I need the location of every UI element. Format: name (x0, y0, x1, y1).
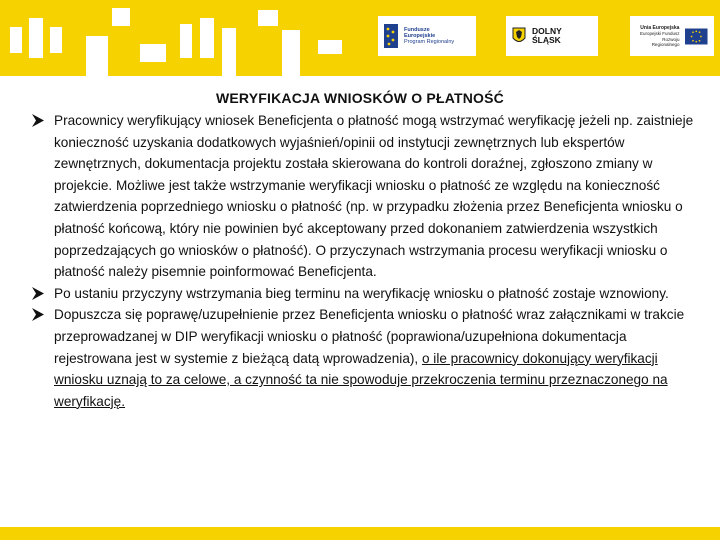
decor-block (222, 28, 236, 76)
bullet-3-underlined-text: o ile pracownicy dokonujący weryfikacji wniosku uznają to za celowe, a czynność ta nie spowoduje przekroczenia terminu przeznaczonego na weryfikację. (54, 350, 668, 409)
unia-europejska-logo (630, 16, 714, 56)
decor-block (10, 27, 22, 53)
decor-block (258, 10, 278, 26)
decor-block (112, 8, 130, 26)
fe-line1: Fundusze (404, 27, 430, 33)
decor-block (318, 40, 342, 54)
decor-block (29, 18, 43, 58)
decor-block (200, 18, 214, 58)
bullet-3-text: Dopuszcza się poprawę/uzupełnienie przez Beneficjenta wniosku o płatność wraz załącznikami w trakcie przeprowadzanej w DIP weryfikacji wniosku o płatność (poprawiona/uzupełniona dokumentacja rejestrowana jest w systemie z bieżącą datą wprowadzenia), (54, 307, 685, 366)
decor-block (50, 27, 62, 53)
bullet-item-1 (30, 110, 702, 283)
eagle-crest-icon (512, 27, 526, 45)
fe-line3: Program Regionalny (404, 39, 455, 45)
bullet-list (30, 110, 702, 412)
fe-stars-icon (384, 24, 398, 48)
bullet-1-text: Pracownicy weryfikujący wniosek Beneficjenta o płatność mogą wstrzymać weryfikację jeżeli np. zaistnieje konieczność uzyskania dodatkowych wyjaśnień/opinii od instytucji zewnętrznych lub ekspertów zewnętrznych, dokumentacja projektu została skierowana do kontroli doraźnej, zgłoszono zmiany w projekcie. Możliwe jest także wstrzymanie weryfikacji wniosku o płatność ze względu na konieczność zatwierdzenia poprzedniego wniosku o płatność (np. w przypadku złożenia przez Beneficjenta wniosku o płatność końcową, który nie powinien być akceptowany przed dokonaniem zatwierdzenia wszystkich poprzedzających go wniosków o płatność). O przyczynach wstrzymania procesu weryfikacji wniosku o płatność należy pisemnie poinformować Beneficjenta. (54, 113, 694, 280)
ue-line3: Rozwoju Regionalnego (651, 36, 680, 47)
fe-line2: Europejskie (404, 33, 436, 39)
decor-block (180, 24, 192, 58)
footer-band (0, 527, 720, 540)
decor-block (86, 36, 108, 76)
ds-line2: ŚLĄSK (532, 35, 561, 45)
bullet-item-3 (30, 304, 702, 412)
decor-block (140, 44, 166, 62)
arrow-bullet-icon (30, 304, 48, 325)
ds-line1: DOLNY (532, 26, 562, 36)
slide-title: WERYFIKACJA WNIOSKÓW O PŁATNOŚĆ (215, 90, 504, 106)
arrow-bullet-icon (30, 283, 48, 304)
bullet-item-2 (30, 283, 702, 305)
bullet-2-text: Po ustaniu przyczyny wstrzymania bieg terminu na weryfikację wniosku o płatność zostaje wznowiony. (54, 285, 669, 301)
ue-line2: Europejski Fundusz (639, 31, 680, 37)
decor-block (282, 30, 300, 76)
fundusze-europejskie-logo (378, 16, 476, 56)
eu-flag-icon (685, 28, 708, 45)
dolny-slask-logo (506, 16, 598, 56)
arrow-bullet-icon (30, 110, 48, 131)
ue-line1: Unia Europejska (640, 24, 680, 31)
header-band (0, 0, 720, 76)
